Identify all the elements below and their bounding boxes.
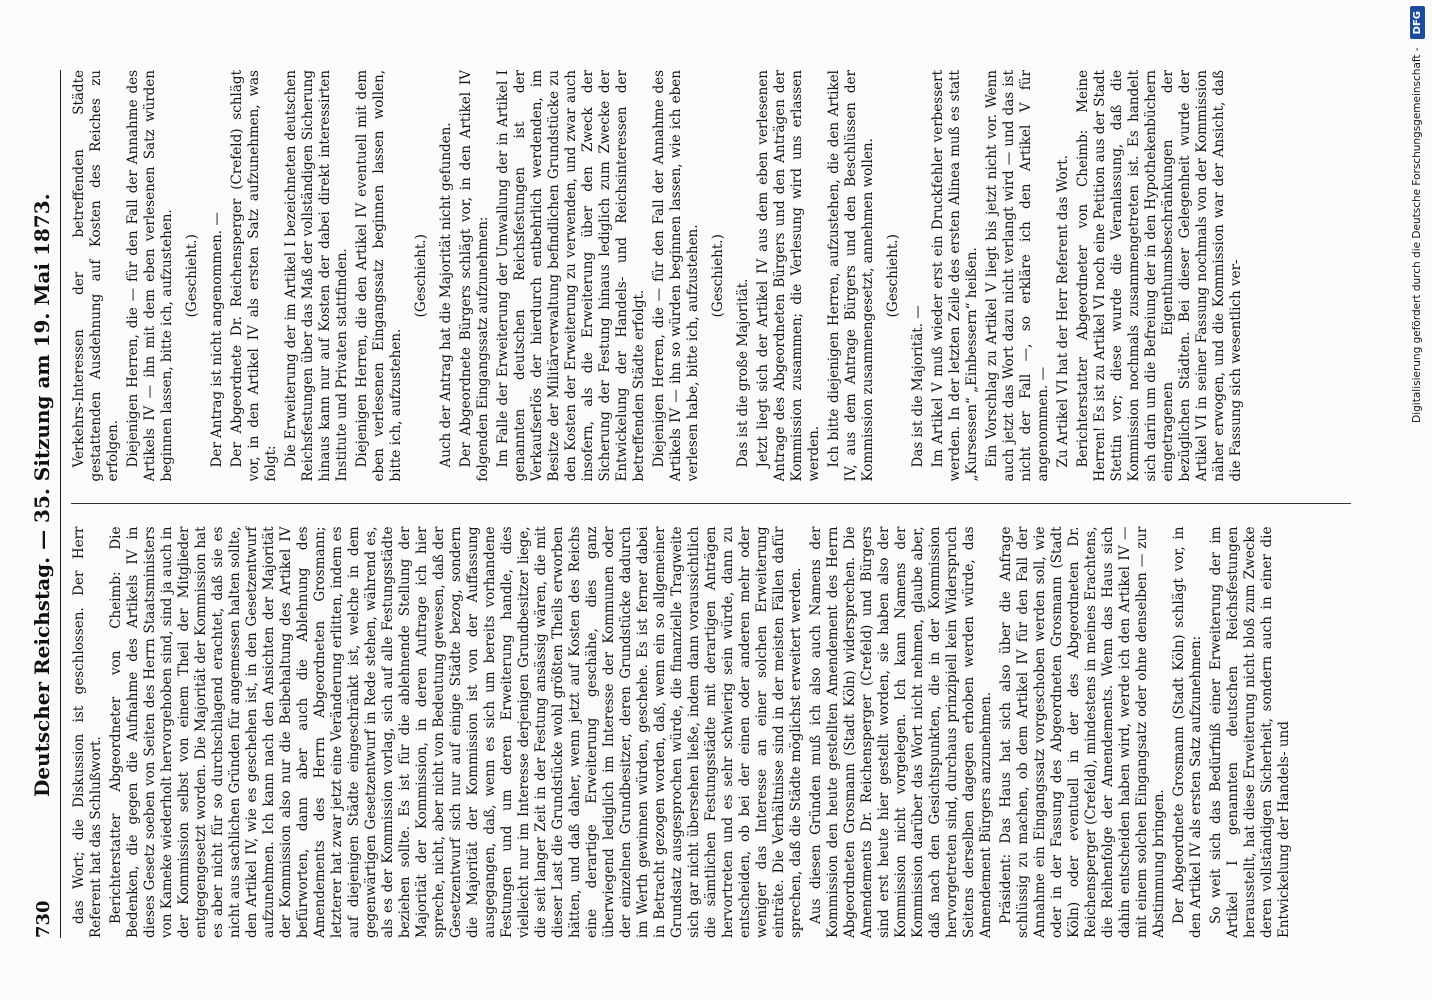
column-right <box>71 70 1351 482</box>
paragraph: (Geschieht.) <box>885 234 901 318</box>
paragraph: (Geschieht.) <box>413 234 429 318</box>
paragraph: Berichterstatter Abgeordneter von Cheimb: Die Bedenken, die gegen die Aufnahme des Artikels IV in dieses Gesetz soeben von Seiten des Herrn Staatsministers von Kameke wiederholt hervorgehoben sind, sind ja auch in der Kommission selbst von einem Theil der Mitglieder entgegengesetzt worden. Die Majorität der Kommission hat es aber nicht für so durchschlagend erachtet, daß sie es nicht aus sachlichen Gründen für angemessen halten sollte, den Artikel IV, wie es geschehen ist, in den Gesetzentwurf aufzunehmen. Ich kann nach den Ansichten der Majorität der Kommission also nur die Beibehaltung des Artikel IV befürworten, dann aber auch die Ablehnung des Amendements des Herrn Abgeordneten Grosmann; letzterer hat zwar jetzt eine Veränderung erlitten, indem es auf diejenigen Städte eingeschränkt ist, welche in dem gegenwärtigen Gesetzentwurf in Rede stehen, während es, als es der Kommission vorlag, sich auf alle Festungsstädte beziehen sollte. Es ist für die ablehnende Stellung der Majorität der Kommission, in deren Auftrage ich hier spreche, nicht, aber nicht von Bedeutung gewesen, daß der Gesetzentwurf sich nur auf einige Städte bezog, sondern die Majorität der Kommission ist von der Auffassung ausgegangen, daß, wenn es sich um bereits vorhandene Festungen und um deren Erweiterung handle, dies vielleicht nur im Interesse derjenigen Grundbesitzer liege, die seit langer Zeit in der Festung ansässig wären, die mit dieser Last die Grundstücke wohl größten Theils erworben hätten, und daß daher, wenn jetzt auf Kosten des Reichs eine derartige Erweiterung geschähe, dies ganz überwiegend lediglich im Interesse der Kommunen oder der einzelnen Grundbesitzer, deren Grundstücke dadurch im Werth gewinnen würden, geschehe. Es ist ferner dabei in Betracht gezogen worden, daß, wenn ein so allgemeiner Grundsatz ausgesprochen würde, die finanzielle Tragweite sich gar nicht übersehen ließe, indem dann voraussichtlich die sämtlichen Festungsstädte mit derartigen Anträgen hervortreten und es sehr schwierig sein würde, dann zu entscheiden, ob bei der einen oder anderen mehr oder weniger das Interesse an einer solchen Erweiterung einträte. Die Verhältnisse sind in der meisten Fällen dafür sprechen, daß die Städte möglichst erweitert werden. <box>108 526 804 938</box>
paragraph: Aus diesen Gründen muß ich also auch Namens der Kommission den heute gestellten Amendement des Herrn Abgeordneten Grosmann (Stadt Köln) widersprechen. Die Amendements Dr. Reichensperger (Crefeld) und Bürgers sind erst heute hier gestellt worden, sie haben also der Kommission nicht vorgelegen. Ich kann Namens der Kommission darüber das Wort nicht nehmen, glaube aber, daß nach den Gesichtspunkten, die in der Kommission hervorgetreten sind, durchaus prinzipiell kein Widerspruch Seitens derselben dagegen erhoben werden würde, das Amendement Bürgers anzunehmen. <box>808 526 994 938</box>
paragraph: Verkehrs-Interessen der betreffenden Städte gestattenden Ausdehnung auf Kosten des Reiches zu erfolgen. <box>71 70 121 482</box>
paragraph: Berichterstatter Abgeordneter von Cheimb: Meine Herren! Es ist zu Artikel VI noch eine Petition aus der Stadt Stettin vor; diese wurde die Veranlassung, daß die Kommission nochmals zusammengetreten ist. Es handelt sich darin um die Befreiung der in den Hypothekenbüchern eingetragenen Eigenthumsbeschränkungen der bezüglichen Städten. Bei dieser Gelegenheit wurde der Artikel VI in seiner Fassung nochmals von der Kommission näher erwogen, und die Kommission war der Ansicht, daß die Fassung sich wesentlich ver- <box>1075 70 1244 482</box>
paragraph: Der Abgeordnete Grosmann (Stadt Köln) schlägt vor, in den Artikel IV als ersten Satz aufzunehmen: <box>1171 526 1204 938</box>
paragraph: Auch der Antrag hat die Majorität nicht gefunden. <box>438 122 454 468</box>
paragraph: Das ist die Majorität. — <box>910 305 926 468</box>
text-columns <box>71 70 1351 938</box>
column-divider <box>71 504 1351 505</box>
paragraph: Präsident: Das Haus hat sich also über die Anfrage schlüssig zu machen, ob dem Artikel IV für den Fall der Annahme ein Eingangssatz vorgeschoben werden soll, wie oder in der Fassung des Abgeordneten Grosmann (Stadt Köln) oder eventuell in der des Abgeordneten Dr. Reichensperger (Crefeld), mindestens in meines Erachtens, die Reihenfolge der Amendements. Wenn das Haus sich dahin entscheiden haben wird, werde ich den Artikel IV — mit einem solchen Eingangsatz oder ohne denselben — zur Abstimmung bringen. <box>998 526 1167 938</box>
dfg-logo: DFG <box>1410 6 1425 39</box>
page-header <box>30 70 61 938</box>
page-number: 730 <box>33 900 54 938</box>
paragraph: Die Erweiterung der im Artikel I bezeichneten deutschen Reichsfestungen über das Maß der vollständigen Sicherung hinaus kann nur auf Kosten der dabei direkt interessirten Institute und Privaten stattfinden. <box>283 70 350 482</box>
paragraph: (Geschieht.) <box>710 234 726 318</box>
paragraph: (Geschieht.) <box>184 234 200 318</box>
digitization-credit <box>1404 6 1430 986</box>
credit-text: Digitalisierung gefördert durch die Deutsche Forschungsgemeinschaft - <box>1411 47 1423 423</box>
paragraph: Ich bitte diejenigen Herren, aufzustehen, die den Artikel IV, aus dem Antrage Bürgers und den Beschlüssen der Kommission zusammengesetzt, annehmen wollen. <box>826 70 876 482</box>
paragraph: Jetzt liegt sich der Artikel IV aus dem eben verlesenen Antrage des Abgeordneten Bürgers und den Anträgen der Kommission zusammen; die Verlesung wird uns erlassen werden. <box>755 70 822 482</box>
column-left <box>71 527 1351 939</box>
paragraph: Diejenigen Herren, die — für den Fall der Annahme des Artikels IV — ihn mit dem eben verlesenen Satz würden beginnen lassen, bitte ich, aufzustehen. <box>125 70 175 482</box>
paragraph: Der Abgeordnete Bürgers schlägt vor, in den Artikel IV folgenden Eingangssatz aufzunehmen: <box>458 70 491 482</box>
paragraph: Diejenigen Herren, die — für den Fall der Annahme des Artikels IV — ihn so würden beginnen lassen, wie ich eben verlesen habe, bitte ich, aufzustehen. <box>651 70 701 482</box>
paragraph: Der Abgeordnete Dr. Reichensperger (Crefeld) schlägt vor, in den Artikel IV als ersten Satz aufzunehmen, was folgt: <box>229 70 279 482</box>
paragraph: Diejenigen Herren, die den Artikel IV eventuell mit dem eben verlesenen Eingangssatz beginnen lassen wollen, bitte ich, aufzustehen. <box>354 70 404 482</box>
paragraph: Der Antrag ist nicht angenommen. — <box>209 212 225 468</box>
paragraph: Zu Artikel VI hat der Herr Referent das Wort. <box>1055 155 1071 468</box>
paragraph: Im Artikel V muß wieder erst ein Druckfehler verbessert werden. In der letzten Zeile des ersten Alinea muß es statt „Kursessen“ „Einbessern“ heißen. <box>930 70 980 482</box>
paragraph: Im Falle der Erweiterung der Umwallung der in Artikel I genannten deutschen Reichsfestungen ist der Verkaufserlös der hierdurch entbehrlich werdenden, im Besitze der Militärverwaltung befindlichen Grundstücke zu den Kosten der Erweiterung zu verwenden, und zwar auch insofern, als die Erweiterung über den Zweck der Sicherung der Festung hinaus lediglich zum Zwecke der Entwickelung der Handels- und Reichsinteressen der betreffenden Städte erfolgt. <box>495 70 647 482</box>
paragraph: Ein Vorschlag zu Artikel V liegt bis jetzt nicht vor. Wenn auch jetzt das Wort dazu nicht verlangt wird — und das ist nicht der Fall —, so erkläre ich den Artikel V für angenommen. — <box>984 70 1051 482</box>
paragraph: Das ist die große Majorität. <box>735 278 751 468</box>
paragraph: das Wort; die Diskussion ist geschlossen. Der Herr Referent hat das Schlußwort. <box>71 526 104 938</box>
paragraph: So weit sich das Bedürfniß einer Erweiterung der im Artikel I genannten deutschen Reichsfestungen herausstellt, hat diese Erweiterung nicht bloß zum Zwecke deren vollständigen Sicherheit, sondern auch in einer die Entwickelung der Handels- und <box>1208 526 1292 938</box>
page-title: Deutscher Reichstag. — 35. Sitzung am 19. Mai 1873. <box>30 193 54 798</box>
